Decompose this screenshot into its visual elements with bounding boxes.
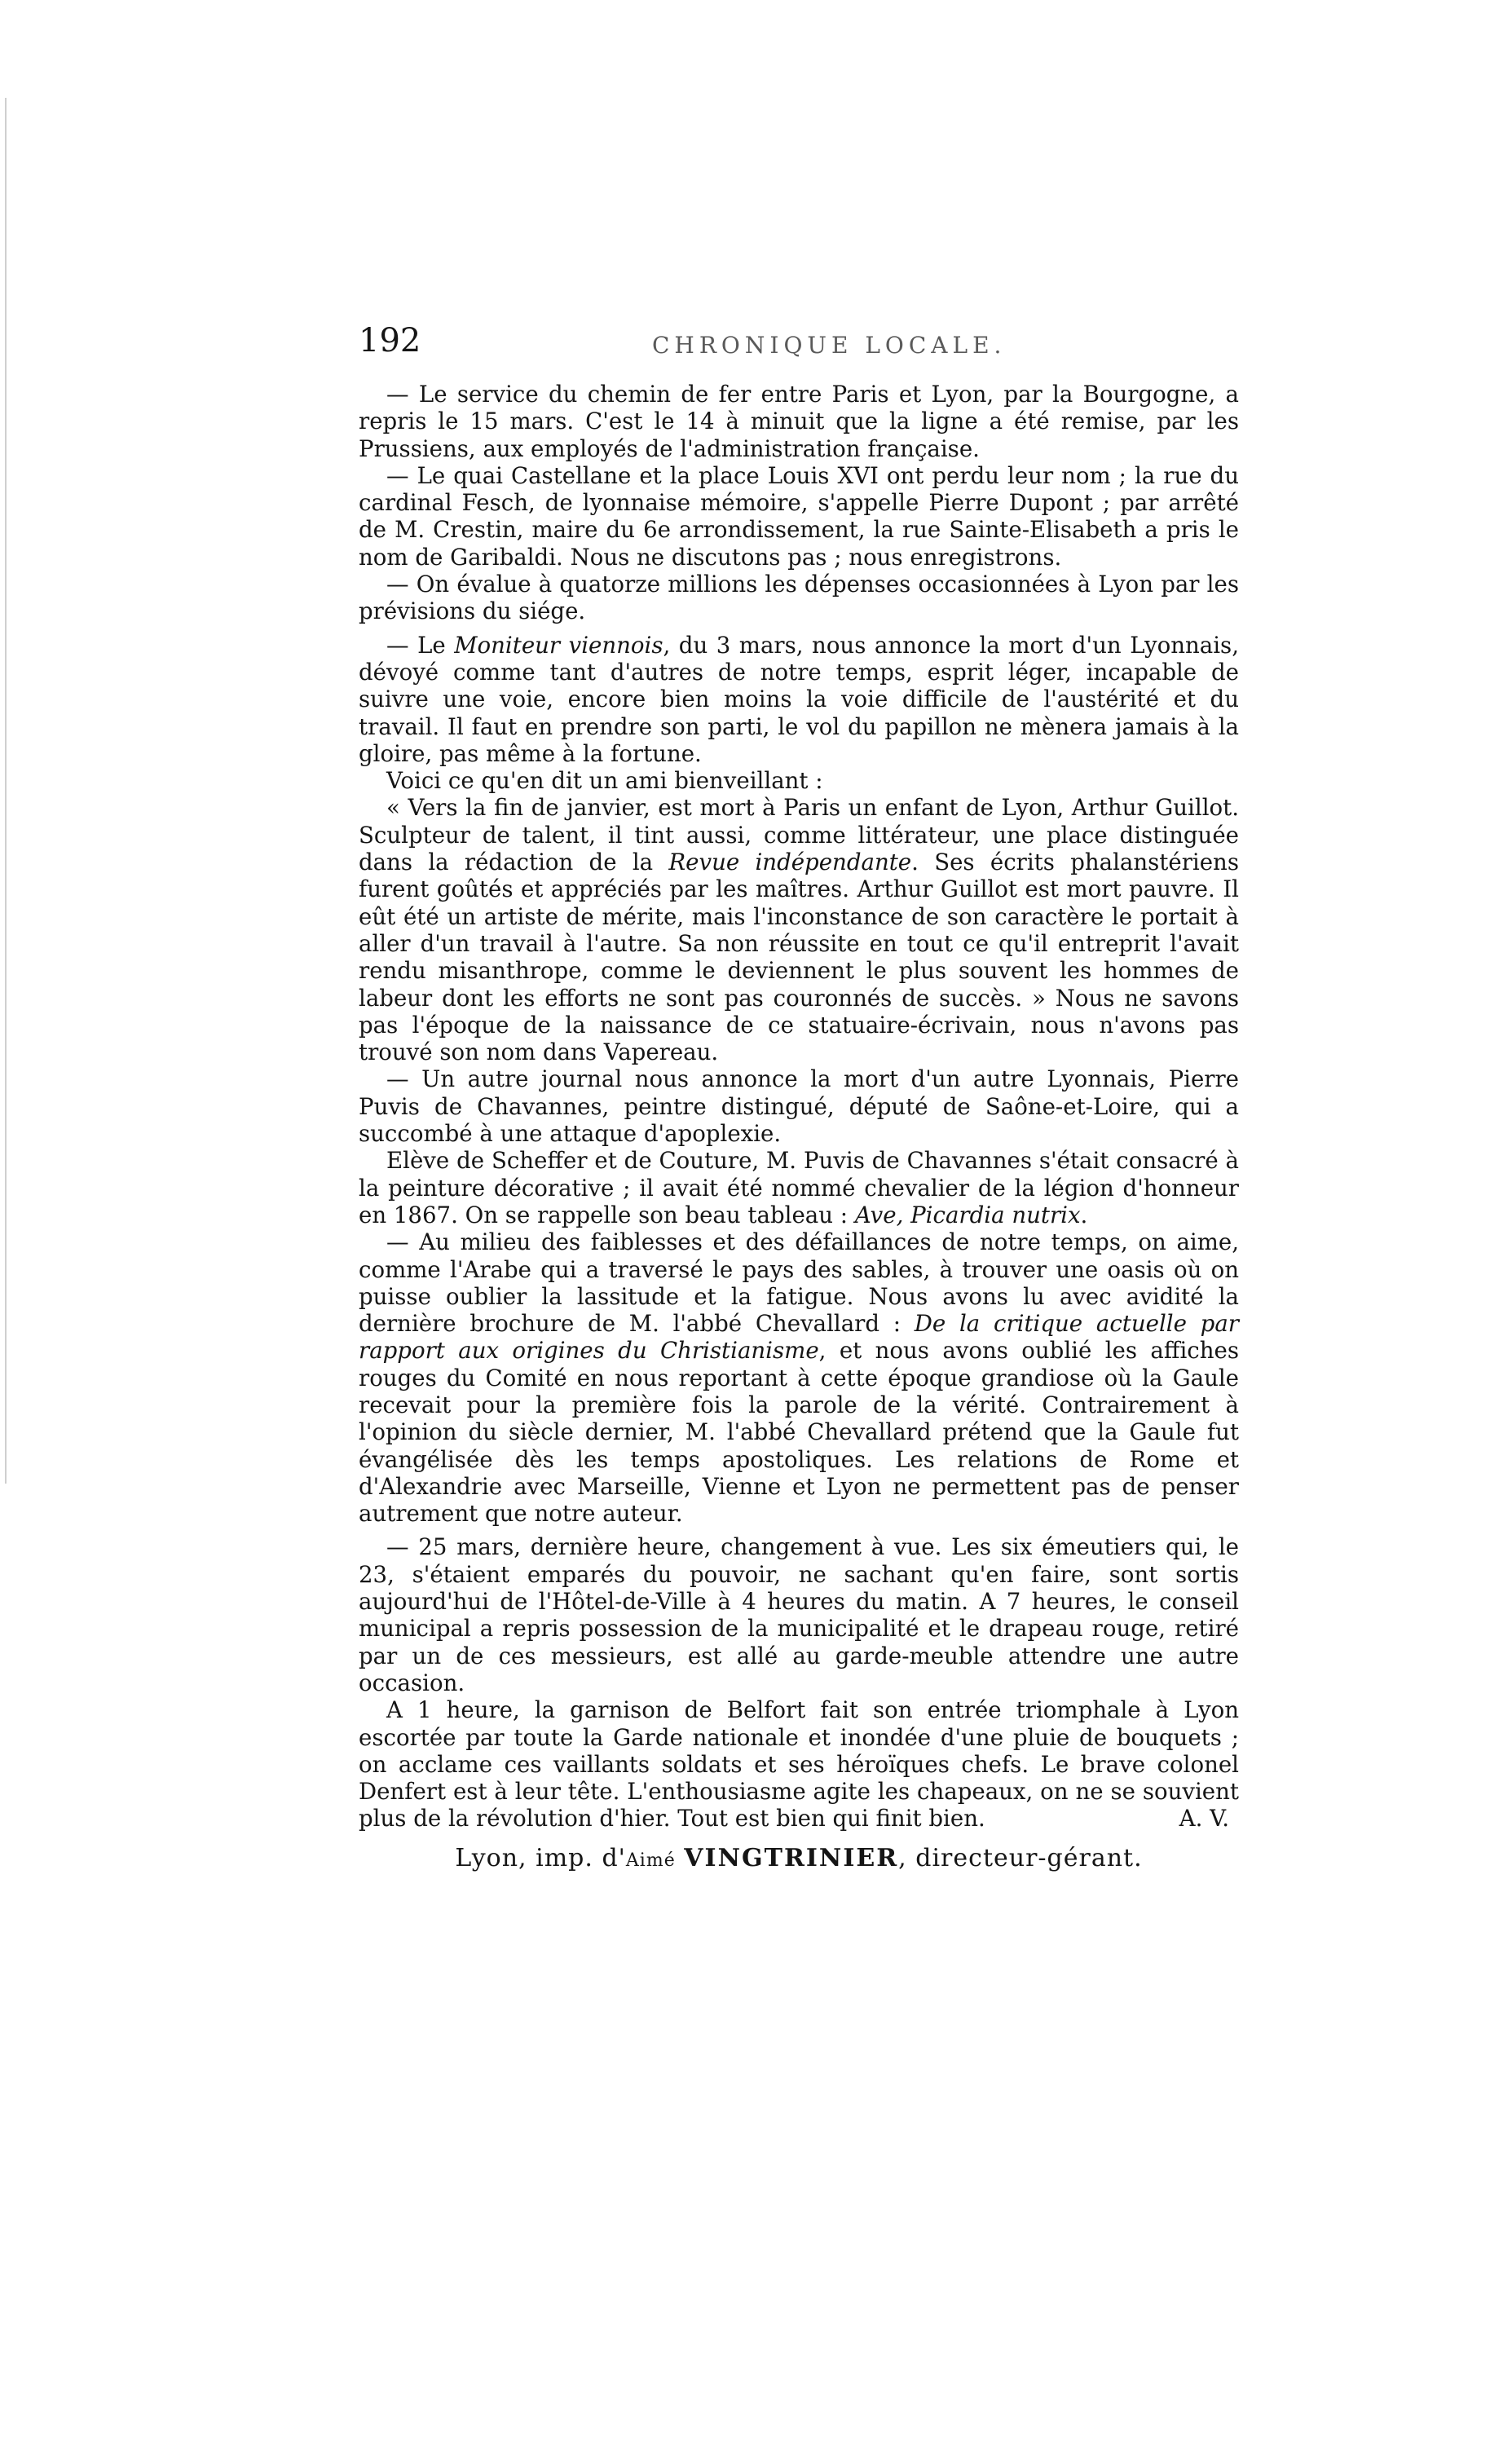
paragraph-friend-intro: Voici ce qu'en dit un ami bienveillant : bbox=[386, 767, 823, 795]
paragraph-railway: — Le service du chemin de fer entre Paris et Lyon, par la Bourgogne, a repris le 15 mars. C'est le 14 à minuit que la ligne a été remise, par les Prussiens, aux employés de l'administration française. bbox=[359, 381, 1239, 462]
paragraph-puvis-death: — Un autre journal nous annonce la mort d'un autre Lyonnais, Pierre Puvis de Chavannes, peintre distingué, député de Saône-et-Loire, qui a succombé à une attaque d'apoplexie. bbox=[359, 1065, 1239, 1148]
paragraph-street-names: — Le quai Castellane et la place Louis XVI ont perdu leur nom ; la rue du cardinal Fesch, de lyonnaise mémoire, s'appelle Pierre Dupont ; par arrêté de M. Crestin, maire du 6e arrondissement, la rue Sainte-Elisabeth a pris le nom de Garibaldi. Nous ne discutons pas ; nous enregistrons. bbox=[359, 461, 1239, 571]
paragraph-guillot-quote: « Vers la fin de janvier, est mort à Paris un enfant de Lyon, Arthur Guillot. Sculpteur de talent, il tint aussi, comme littérateur, une place distinguée dans la rédaction de la Revue indépendante. Ses écrits phalanstériens furent goûtés et appréciés par les maîtres. Arthur Guillot est mort pauvre. Il eût été un artiste de mérite, mais l'inconstance de son caractère le portait à aller d'un travail à l'autre. Sa non réussite en tout ce qu'il entreprit l'avait rendu misanthrope, comme le deviennent le plus souvent les hommes de labeur dont les efforts ne sont pas couronnés de succès. » Nous ne savons pas l'époque de la naissance de ce statuaire-écrivain, nous n'avons pas trouvé son nom dans Vapereau. bbox=[359, 794, 1239, 1066]
page-header bbox=[359, 322, 1239, 363]
page bbox=[359, 322, 1239, 1872]
paragraph-chevallard: — Au milieu des faiblesses et des défaillances de notre temps, on aime, comme l'Arabe qui a traversé le pays des sables, à trouver une oasis où on puisse oublier la lassitude et la fatigue. Nous avons lu avec avidité la dernière brochure de M. l'abbé Chevallard : De la critique actuelle par rapport aux origines du Christianisme, et nous avons oublié les affiches rouges du Comité en nous reportant à cette époque grandiose où la Gaule recevait pour la première fois la parole de la vérité. Contrairement à l'opinion du siècle dernier, M. l'abbé Chevallard prétend que la Gaule fut évangélisée dès les temps apostoliques. Les relations de Rome et d'Alexandrie avec Marseille, Vienne et Lyon ne permettent pas de penser autrement que notre auteur. bbox=[359, 1228, 1239, 1528]
running-head: CHRONIQUE LOCALE. bbox=[652, 332, 1007, 359]
paragraph-siege-costs: — On évalue à quatorze millions les dépenses occasionnées à Lyon par les prévisions du siége. bbox=[359, 571, 1239, 625]
printer-imprint: Lyon, imp. d'Aimé VINGTRINIER, directeur-gérant. bbox=[455, 1843, 1143, 1872]
paragraph-moniteur-viennois: — Le Moniteur viennois, du 3 mars, nous annonce la mort d'un Lyonnais, dévoyé comme tant d'autres de notre temps, esprit léger, incapable de suivre une voie, encore bien moins la voie difficile de l'austérité et du travail. Il faut en prendre son parti, le vol du papillon ne mènera jamais à la gloire, pas même à la fortune. bbox=[359, 631, 1239, 767]
paragraph-puvis-career: Elève de Scheffer et de Couture, M. Puvis de Chavannes s'était consacré à la peinture décorative ; il avait été nommé chevalier de la légion d'honneur en 1867. On se rappelle son beau tableau : Ave, Picardia nutrix. bbox=[359, 1147, 1239, 1228]
article-body bbox=[359, 381, 1239, 1832]
signature: A. V. bbox=[1179, 1805, 1229, 1832]
page-number: 192 bbox=[359, 322, 421, 359]
paragraph-belfort: A 1 heure, la garnison de Belfort fait son entrée triomphale à Lyon escortée par toute la Garde nationale et inondée d'une pluie de bouquets ; on acclame ces vaillants soldats et ses héroïques chefs. Le brave colonel Denfert est à leur tête. L'enthousiasme agite les chapeaux, on ne se souvient plus de la révolution d'hier. Tout est bien qui finit bien. A. V. bbox=[359, 1696, 1239, 1832]
scan-edge-line bbox=[5, 98, 7, 1484]
paragraph-march-25: — 25 mars, dernière heure, changement à vue. Les six émeutiers qui, le 23, s'étaient emparés du pouvoir, ne sachant qu'en faire, sont sortis aujourd'hui de l'Hôtel-de-Ville à 4 heures du matin. A 7 heures, le conseil municipal a repris possession de la municipalité et le drapeau rouge, retiré par un de ces messieurs, est allé au garde-meuble attendre une autre occasion. bbox=[359, 1533, 1239, 1696]
